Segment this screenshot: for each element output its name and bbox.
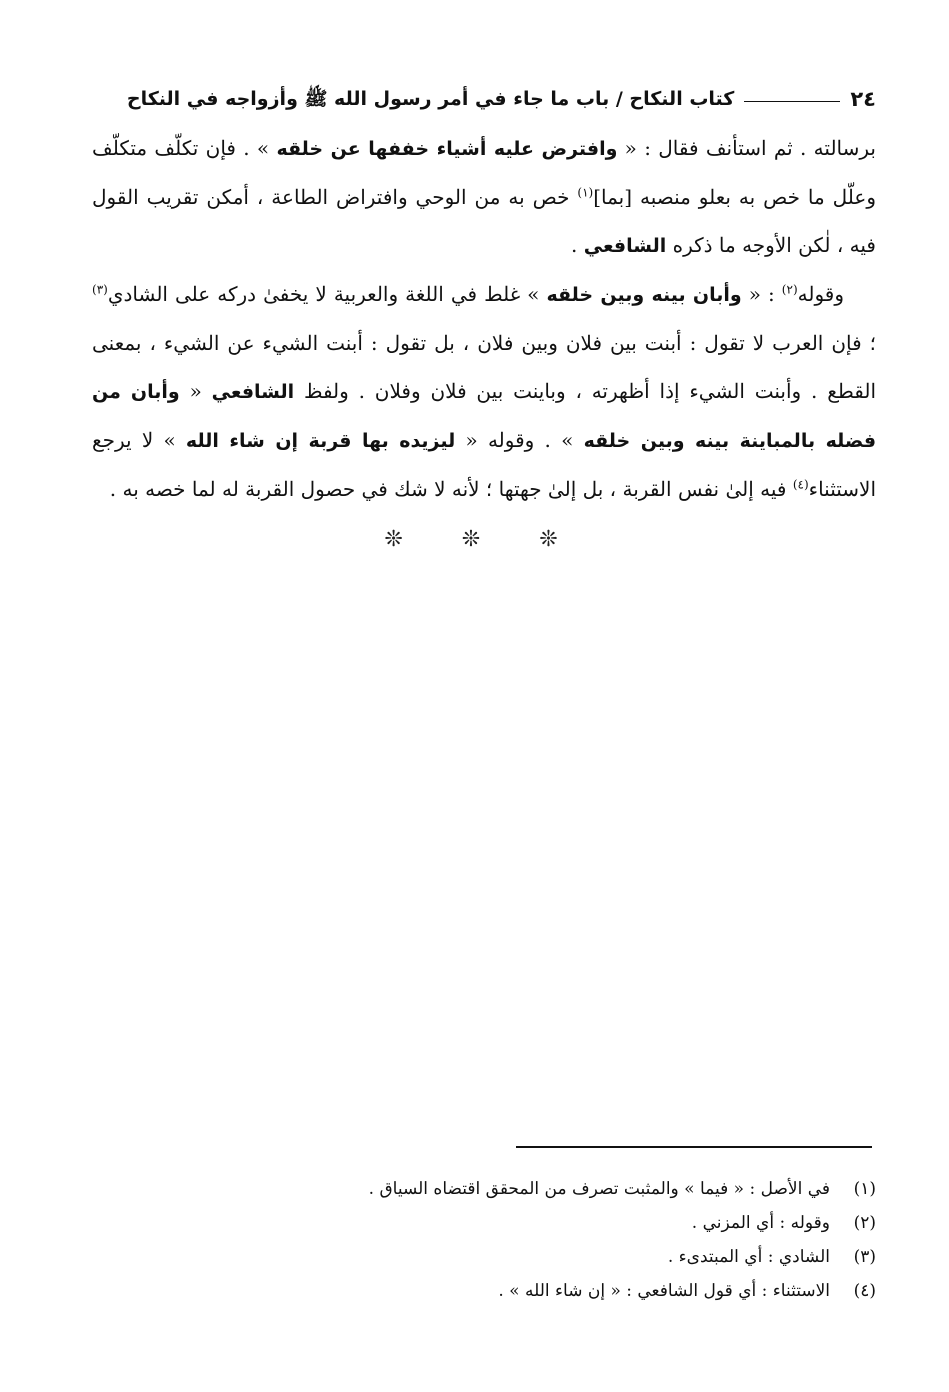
footnote-1: [92, 1172, 876, 1206]
text-run: فيه إلىٰ نفس القربة ، بل إلىٰ جهتها ؛ لأنه لا شك في حصول القربة له لما خصه به .: [109, 477, 793, 501]
text-run: » . فإن تكلّف متكلّف وعلّل ما خص به بعلو منصبه [بما]: [92, 136, 876, 209]
quoted-text: وأبان من فضله بالمباينة بينه وبين خلقه: [92, 381, 877, 452]
text-run: «: [179, 379, 212, 403]
paragraph-2: [92, 270, 876, 513]
text-run: ؛ فإن العرب لا تقول : أبنت بين فلان وبين فلان ، بل تقول : أبنت الشيء عن الشيء ، بمعنى القطع . وأبنت الشيء إذا أظهرته ، وباينت بين فلان وفلان . ولفظ: [92, 331, 877, 403]
text-run: » لا يرجع الاستثناء: [92, 428, 876, 501]
section-divider: ❊ ❊ ❊: [384, 527, 584, 552]
footnote-ref-2: (٢): [781, 282, 798, 297]
paragraph-1: [92, 124, 876, 270]
text-run: » . وقوله «: [455, 428, 584, 452]
footnotes: [92, 1172, 876, 1308]
footnote-number: (١): [853, 1179, 876, 1199]
running-header: [92, 80, 876, 118]
name-shafii: الشافعي: [211, 381, 295, 403]
footnote-number: (٢): [853, 1213, 876, 1233]
footnote-ref-3: (٣): [92, 282, 108, 297]
quoted-text: وأبان بينه وبين خلقه: [546, 284, 742, 306]
footnote-rule: [516, 1146, 872, 1148]
footnote-text: وقوله : أي المزني .: [691, 1213, 830, 1233]
text-run: وقوله: [797, 282, 844, 306]
main-text: [92, 124, 876, 513]
footnote-text: الاستثناء : أي قول الشافعي : « إن شاء الله » .: [498, 1281, 830, 1301]
footnote-ref-1: (١): [577, 185, 594, 200]
page-number: ٢٤: [850, 87, 876, 111]
text-run: برسالته . ثم استأنف فقال : «: [617, 136, 876, 160]
footnote-text: في الأصل : « فيما » والمثبت تصرف من المحقق اقتضاه السياق .: [368, 1179, 830, 1199]
header-rule: [744, 101, 840, 102]
name-shafii: الشافعي: [583, 235, 667, 257]
text-run: خص به من الوحي وافتراض الطاعة ، أمكن تقريب القول فيه ، لٰكن الأوجه ما ذكره: [92, 185, 876, 257]
book-page: [92, 80, 876, 1330]
quoted-text: وافترض عليه أشياء خففها عن خلقه: [276, 138, 618, 160]
footnote-4: [92, 1274, 876, 1308]
footnote-2: [92, 1206, 876, 1240]
text-run: : «: [741, 282, 782, 306]
footnote-number: (٣): [853, 1247, 876, 1267]
footnote-number: (٤): [853, 1281, 876, 1301]
running-title: كتاب النكاح / باب ما جاء في أمر رسول الله ﷺ وأزواجه في النكاح: [126, 88, 735, 110]
text-run: .: [571, 233, 584, 257]
footnote-ref-4: (٤): [792, 477, 809, 492]
quoted-text: ليزيده بها قربة إن شاء الله: [185, 430, 456, 452]
text-run: » غلط في اللغة والعربية لا يخفىٰ دركه على الشادي: [107, 282, 547, 306]
footnote-text: الشادي : أي المبتدىء .: [667, 1247, 830, 1267]
footnote-3: [92, 1240, 876, 1274]
